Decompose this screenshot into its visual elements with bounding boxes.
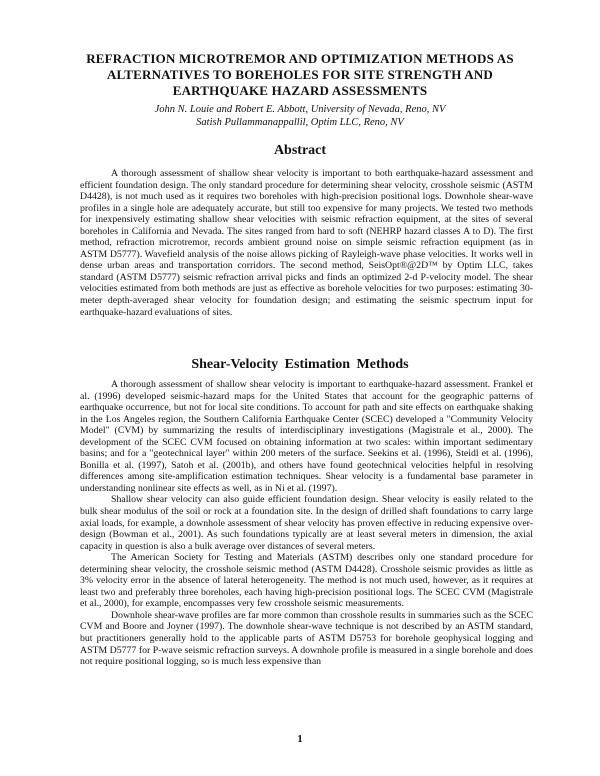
title-line: ALTERNATIVES TO BOREHOLES FOR SITE STRENGTH AND <box>106 67 494 82</box>
abstract-paragraph: A thorough assessment of shallow shear velocity is important to both earthquake-hazard assessment and efficient foundation design. The only standard procedure for determining shear velocity, crosshole seismic (ASTM D4428), is not much used as it requires two boreholes with high-precision positional logs. Downhole shear-wave profiles in a single hole are adequately accurate, but still too expensive for many projects. We tested two methods for inexpensively estimating shallow shear velocities with seismic refraction equipment, at the sites of several boreholes in California and Nevada. The sites ranged from hard to soft (NEHRP hazard classes A to D). The first method, refraction microtremor, records ambient ground noise on simple seismic refraction equipment (as in ASTM D5777). Wavefield analysis of the noise allows picking of Rayleigh-wave phase velocities. It works well in dense urban areas and transportation corridors. The second method, SeisOpt®@2D™ by Optim LLC, takes standard (ASTM D5777) seismic refraction arrival picks and finds an optimized 2-d P-velocity model. The shear velocities estimated from both methods are just as effective as borehole velocities for two purposes: estimating 30-meter depth-averaged shear velocity for foundation design; and estimating the seismic spectrum input for earthquake-hazard evaluations of sites. <box>80 168 533 318</box>
title-line: REFRACTION MICROTREMOR AND OPTIMIZATION METHODS AS <box>86 51 514 66</box>
section-body <box>80 379 533 668</box>
abstract-heading: Abstract <box>273 143 327 158</box>
abstract-body <box>80 168 533 318</box>
section-heading: Shear-Velocity Estimation Methods <box>191 357 409 372</box>
page-number: 1 <box>297 733 303 745</box>
section-paragraph: Downhole shear-wave profiles are far more common than crosshole results in summaries such as the SCEC CVM and Boore and Joyner (1997). The downhole shear-wave technique is not described by an ASTM standard, but practitioners generally hold to the applicable parts of ASTM D5753 for borehole geophysical logging and ASTM D5777 for P-wave seismic refraction surveys. A downhole profile is measured in a single borehole and does not require positional logging, so is much less expensive than <box>80 609 533 668</box>
paper-title <box>40 51 560 99</box>
section-paragraph: Shallow shear velocity can also guide efficient foundation design. Shear velocity is easily related to the bulk shear modulus of the soil or rock at a foundation site. In the design of drilled shaft foundations to carry large axial loads, for example, a downhole assessment of shear velocity has proven effective in reducing expensive over-design (Bowman et al., 2001). As such foundations typically are at least several meters in dimension, the axial capacity in question is also a bulk average over distances of several meters. <box>80 494 533 552</box>
author-line: Satish Pullammanappallil, Optim LLC, Reno, NV <box>196 117 404 128</box>
author-block <box>40 103 560 129</box>
section-paragraph: A thorough assessment of shallow shear velocity is important to earthquake-hazard assessment. Frankel et al. (1996) developed seismic-hazard maps for the United States that account for the geographic patterns of earthquake occurrence, but not for local site conditions. To account for path and site effects on earthquake shaking in the Los Angeles region, the Southern California Earthquake Center (SCEC) developed a "Community Velocity Model" (CVM) by summarizing the results of interdisciplinary investigations (Magistrale et al., 2000). The development of the SCEC CVM focused on obtaining information at two scales: within important sedimentary basins; and for a "geotechnical layer" within 200 meters of the surface. Seekins et al. (1996), Steidl et al. (1996), Bonilla et al. (1997), Satoh et al. (2001b), and others have found geotechnical velocities helpful in resolving differences among site-amplification estimation techniques. Shear velocity is a fundamental base parameter in understanding nonlinear site effects as well, as in Ni et al. (1997). <box>80 379 533 494</box>
title-line: EARTHQUAKE HAZARD ASSESSMENTS <box>172 83 428 98</box>
author-line: John N. Louie and Robert E. Abbott, University of Nevada, Reno, NV <box>154 104 446 115</box>
section-paragraph: The American Society for Testing and Materials (ASTM) describes only one standard procedure for determining shear velocity, the crosshole seismic method (ASTM D4428). Crosshole seismic provides as little as 3% velocity error in the absence of lateral heterogeneity. The method is not much used, however, as it requires at least two and preferably three boreholes, each having high-precision positional logs. The SCEC CVM (Magistrale et al., 2000), for example, encompasses very few crosshole seismic measurements. <box>80 552 533 610</box>
